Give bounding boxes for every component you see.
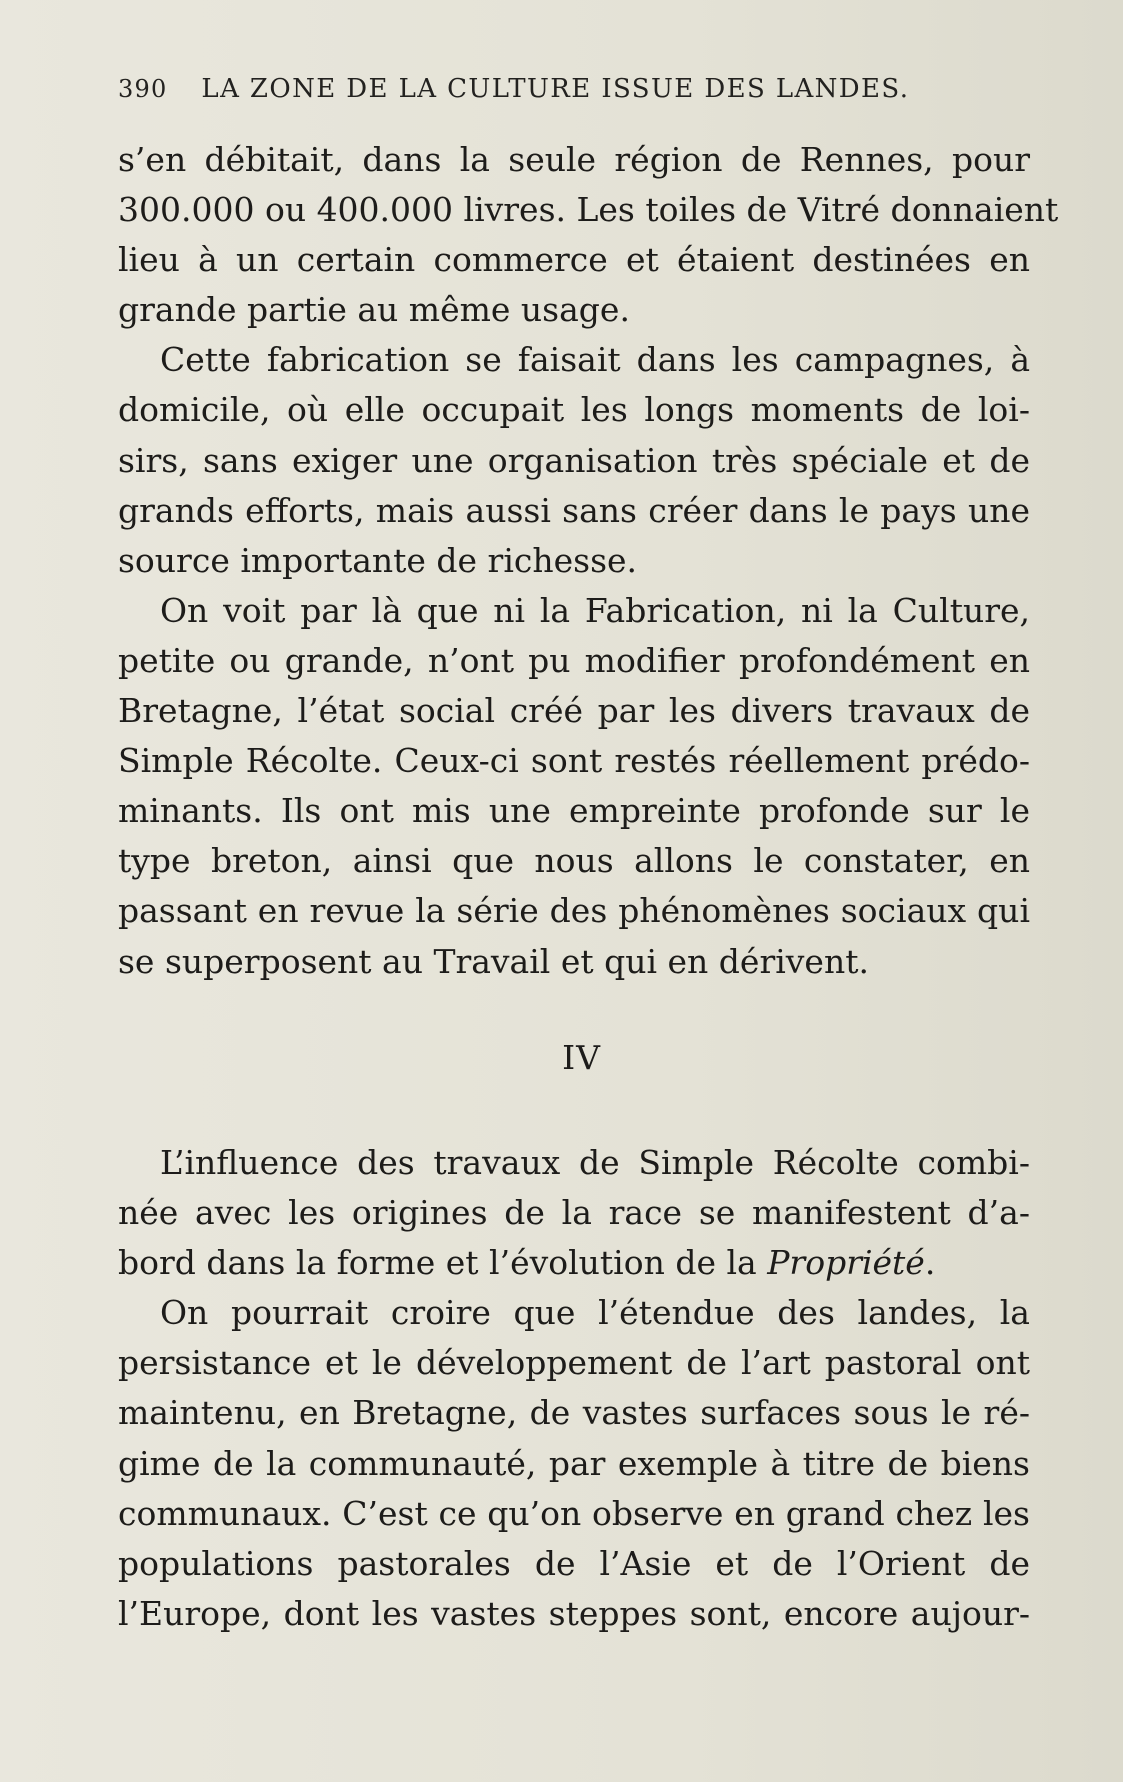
text-line xyxy=(118,1238,1030,1288)
text-line: se superposent au Travail et qui en dérivent. xyxy=(118,941,869,981)
text-line: 300.000 ou 400.000 livres. Les toiles de Vitré donnaient xyxy=(118,190,1059,230)
text-block-1 xyxy=(118,135,1059,987)
text-line: communaux. C’est ce qu’on observe en grand chez les xyxy=(118,1493,1030,1533)
text-line: passant en revue la série des phénomènes sociaux qui xyxy=(118,891,1030,931)
text-line: lieu à un certain commerce et étaient destinées en xyxy=(118,240,1030,280)
text-run: . xyxy=(924,1243,936,1283)
text-line: On voit par là que ni la Fabrication, ni la Culture, xyxy=(160,590,1030,630)
text-line: domicile, où elle occupait les longs moments de loi- xyxy=(118,390,1030,430)
text-line: née avec les origines de la race se manifestent d’a- xyxy=(118,1193,1030,1233)
text-line: populations pastorales de l’Asie et de l’Orient de xyxy=(118,1543,1030,1583)
text-line: persistance et le développement de l’art pastoral ont xyxy=(118,1343,1030,1383)
text-line: type breton, ainsi que nous allons le constater, en xyxy=(118,841,1030,881)
text-line: l’Europe, dont les vastes steppes sont, encore aujour- xyxy=(118,1593,1030,1633)
text-run: bord dans la forme et l’évolution de la xyxy=(118,1243,768,1283)
text-line: L’influence des travaux de Simple Récolte combi- xyxy=(160,1143,1030,1182)
text-line: gime de la communauté, par exemple à titre de biens xyxy=(118,1443,1030,1483)
text-line: s’en débitait, dans la seule région de Rennes, pour xyxy=(118,140,1030,179)
text-line: source importante de richesse. xyxy=(118,540,638,580)
page-number: 390 xyxy=(118,75,168,103)
running-title: LA ZONE DE LA CULTURE ISSUE DES LANDES. xyxy=(201,74,910,104)
running-head xyxy=(118,74,948,114)
text-line: Simple Récolte. Ceux-ci sont restés réellement prédo- xyxy=(118,741,1030,781)
italic-term: Propriété xyxy=(767,1243,925,1283)
text-line: Cette fabrication se faisait dans les campagnes, à xyxy=(160,340,1030,380)
section-heading: IV xyxy=(562,1038,601,1077)
text-line: sirs, sans exiger une organisation très spéciale et de xyxy=(118,440,1030,480)
text-line: Bretagne, l’état social créé par les divers travaux de xyxy=(118,691,1030,731)
text-block-2 xyxy=(118,1138,1030,1639)
text-line: maintenu, en Bretagne, de vastes surfaces sous le ré- xyxy=(118,1393,1030,1433)
text-line: petite ou grande, n’ont pu modifier profondément en xyxy=(118,640,1030,680)
text-line: minants. Ils ont mis une empreinte profonde sur le xyxy=(118,791,1030,831)
text-line: On pourrait croire que l’étendue des landes, la xyxy=(160,1293,1030,1333)
text-line: grande partie au même usage. xyxy=(118,290,630,330)
text-line: grands efforts, mais aussi sans créer dans le pays une xyxy=(118,490,1030,530)
